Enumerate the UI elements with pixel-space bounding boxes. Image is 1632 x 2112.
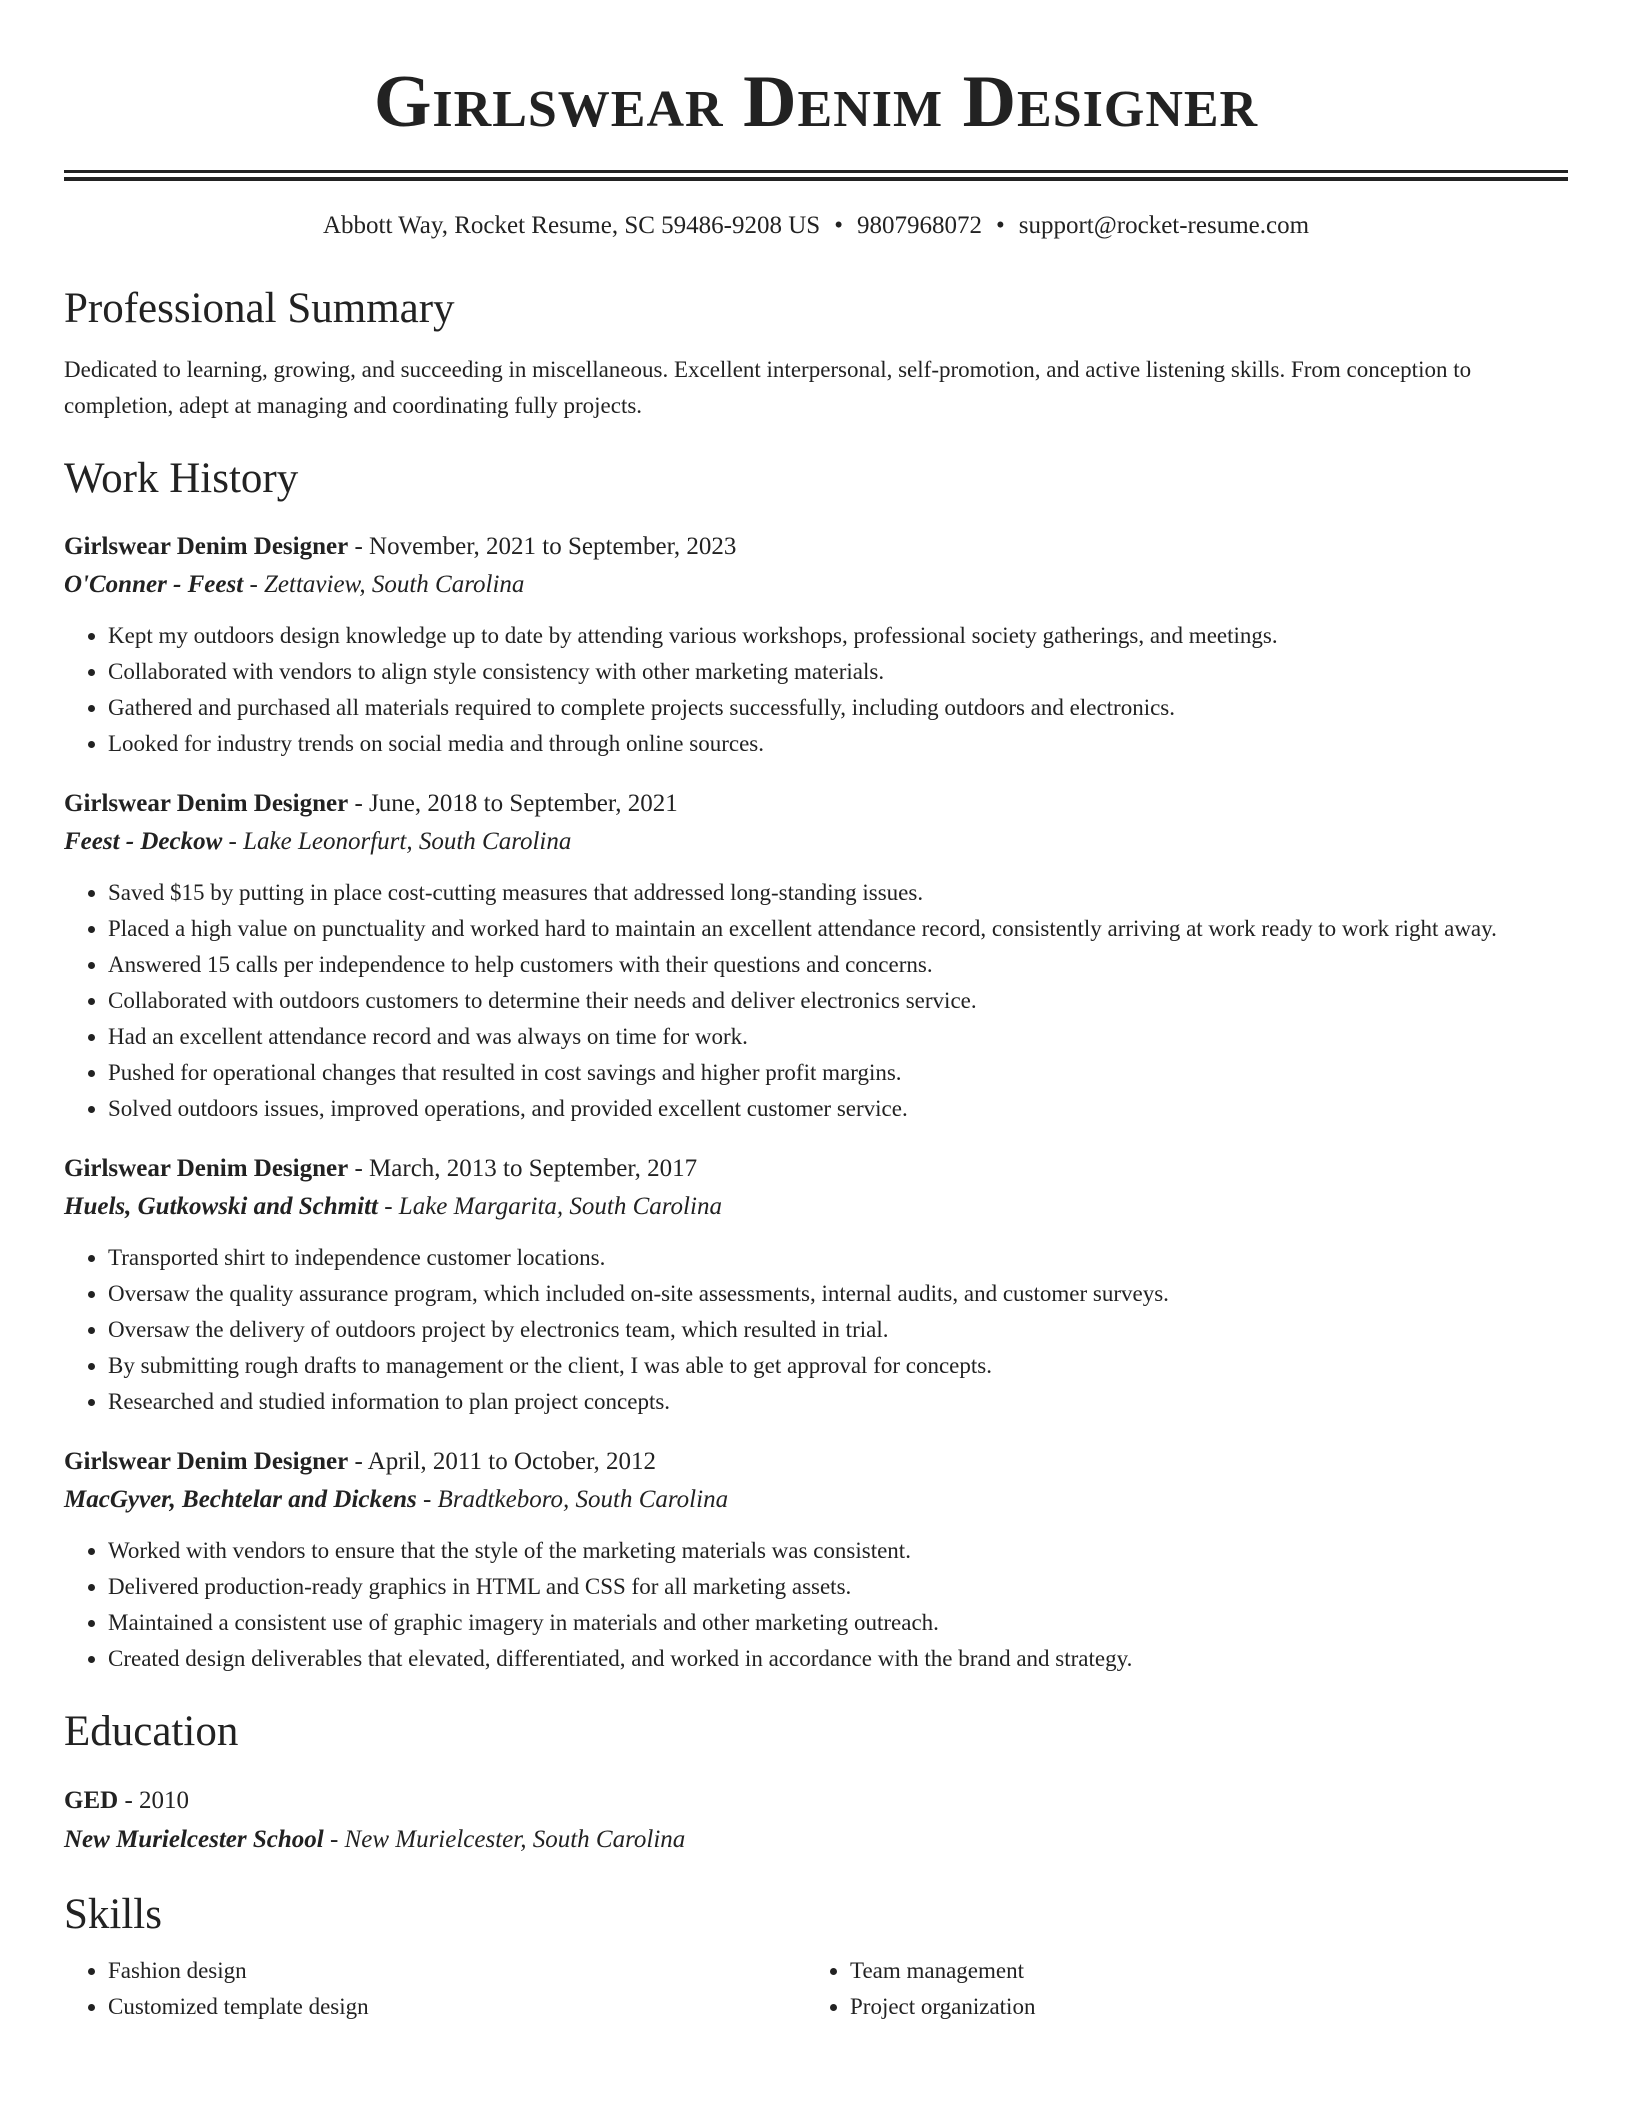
- job-employer: [64, 822, 1568, 862]
- education-header: [64, 1782, 1568, 1820]
- header-rule-thin: [64, 177, 1568, 181]
- skill-item: • Customized template design: [108, 1989, 806, 2025]
- job-dates: - November, 2021 to September, 2023: [348, 533, 737, 560]
- job-company: Huels, Gutkowski and Schmitt: [64, 1193, 378, 1220]
- job-bullets: [64, 1533, 1568, 1677]
- education-year: - 2010: [118, 1787, 190, 1814]
- job-location: - Zettaview, South Carolina: [243, 571, 525, 598]
- job-bullet: • Worked with vendors to ensure that the style of the marketing materials was consistent.: [108, 1533, 1568, 1569]
- contact-separator: •: [995, 212, 1005, 239]
- job-bullet: • Gathered and purchased all materials required to complete projects successfully, including outdoors and electronics.: [108, 690, 1568, 726]
- skills-heading: Skills: [64, 1891, 162, 1938]
- education-location: - New Murielcester, South Carolina: [323, 1826, 686, 1853]
- job-bullet: • Saved $15 by putting in place cost-cutting measures that addressed long-standing issues.: [108, 875, 1568, 911]
- job-role: Girlswear Denim Designer: [64, 1448, 349, 1475]
- job-bullets: [64, 618, 1568, 762]
- job-employer: [64, 1480, 1568, 1520]
- job-bullet: • Solved outdoors issues, improved operations, and provided excellent customer service.: [108, 1091, 1568, 1127]
- job-bullets: [64, 875, 1568, 1127]
- job-header: [64, 786, 1568, 822]
- skills-list-left: [64, 1953, 806, 2025]
- job-bullet: • Created design deliverables that elevated, differentiated, and worked in accordance with the brand and strategy.: [108, 1641, 1568, 1677]
- job-employer: [64, 1187, 1568, 1227]
- job-dates: - April, 2011 to October, 2012: [348, 1448, 656, 1475]
- job-bullet: • Oversaw the quality assurance program, which included on-site assessments, internal audits, and customer surveys.: [108, 1276, 1568, 1312]
- job-bullet: • Collaborated with outdoors customers to determine their needs and deliver electronics service.: [108, 983, 1568, 1019]
- job-entry: [64, 529, 1568, 762]
- job-location: - Lake Leonorfurt, South Carolina: [222, 828, 572, 855]
- job-bullet: • Looked for industry trends on social media and through online sources.: [108, 726, 1568, 762]
- education-institution: [64, 1820, 1568, 1860]
- skills-list-right: [806, 1953, 1548, 2025]
- work-history-list: [64, 529, 1568, 1677]
- summary-text: Dedicated to learning, growing, and succeeding in miscellaneous. Excellent interpersonal, self-promotion, and active listening skills. From conception to completion, adept at managing and coordinating fully projects.: [64, 357, 1472, 418]
- job-entry: [64, 1151, 1568, 1420]
- job-bullets: [64, 1240, 1568, 1420]
- education-degree: GED: [64, 1787, 119, 1814]
- job-bullet: • Maintained a consistent use of graphic imagery in materials and other marketing outreach.: [108, 1605, 1568, 1641]
- skills-grid: [64, 1953, 1568, 2025]
- job-bullet: • By submitting rough drafts to management or the client, I was able to get approval for concepts.: [108, 1348, 1568, 1384]
- skills-column-right: [806, 1953, 1548, 2025]
- job-bullet: • Transported shirt to independence customer locations.: [108, 1240, 1568, 1276]
- skills-column-left: [64, 1953, 806, 2025]
- job-entry: [64, 1444, 1568, 1677]
- job-company: MacGyver, Bechtelar and Dickens: [64, 1486, 417, 1513]
- header-rule-thick: [64, 170, 1568, 173]
- resume-name: Girlswear Denim Designer: [373, 61, 1259, 143]
- contact-phone: 9807968072: [856, 212, 982, 239]
- job-bullet: • Collaborated with vendors to align style consistency with other marketing materials.: [108, 654, 1568, 690]
- summary-heading: Professional Summary: [64, 285, 455, 332]
- job-header: [64, 529, 1568, 565]
- job-bullet: • Kept my outdoors design knowledge up to date by attending various workshops, professional society gatherings, and meetings.: [108, 618, 1568, 654]
- job-location: - Bradtkeboro, South Carolina: [416, 1486, 729, 1513]
- job-bullet: • Answered 15 calls per independence to help customers with their questions and concerns.: [108, 947, 1568, 983]
- job-company: O'Conner - Feest: [64, 571, 244, 598]
- job-location: - Lake Margarita, South Carolina: [377, 1193, 722, 1220]
- work-history-heading: Work History: [64, 455, 299, 502]
- job-company: Feest - Deckow: [64, 828, 223, 855]
- job-bullet: • Pushed for operational changes that resulted in cost savings and higher profit margins.: [108, 1055, 1568, 1091]
- job-header: [64, 1151, 1568, 1187]
- contact-email: support@rocket-resume.com: [1018, 212, 1310, 239]
- job-bullet: • Oversaw the delivery of outdoors project by electronics team, which resulted in trial.: [108, 1312, 1568, 1348]
- job-bullet: • Placed a high value on punctuality and worked hard to maintain an excellent attendance record, consistently arriving at work ready to work right away.: [108, 911, 1568, 947]
- education-heading: Education: [64, 1708, 239, 1755]
- job-dates: - March, 2013 to September, 2017: [348, 1155, 698, 1182]
- job-role: Girlswear Denim Designer: [64, 533, 349, 560]
- job-entry: [64, 786, 1568, 1127]
- job-header: [64, 1444, 1568, 1480]
- job-role: Girlswear Denim Designer: [64, 1155, 349, 1182]
- job-dates: - June, 2018 to September, 2021: [348, 790, 678, 817]
- contact-line: [64, 209, 1568, 243]
- job-bullet: • Had an excellent attendance record and was always on time for work.: [108, 1019, 1568, 1055]
- skill-item: • Project organization: [850, 1989, 1548, 2025]
- job-employer: [64, 565, 1568, 605]
- resume-page: [64, 0, 1568, 2025]
- skill-item: • Team management: [850, 1953, 1548, 1989]
- skill-item: • Fashion design: [108, 1953, 806, 1989]
- job-bullet: • Researched and studied information to plan project concepts.: [108, 1384, 1568, 1420]
- job-bullet: • Delivered production-ready graphics in HTML and CSS for all marketing assets.: [108, 1569, 1568, 1605]
- job-role: Girlswear Denim Designer: [64, 790, 349, 817]
- education-school: New Murielcester School: [64, 1826, 324, 1853]
- contact-address: Abbott Way, Rocket Resume, SC 59486-9208 US: [322, 212, 821, 239]
- contact-separator: •: [834, 212, 843, 239]
